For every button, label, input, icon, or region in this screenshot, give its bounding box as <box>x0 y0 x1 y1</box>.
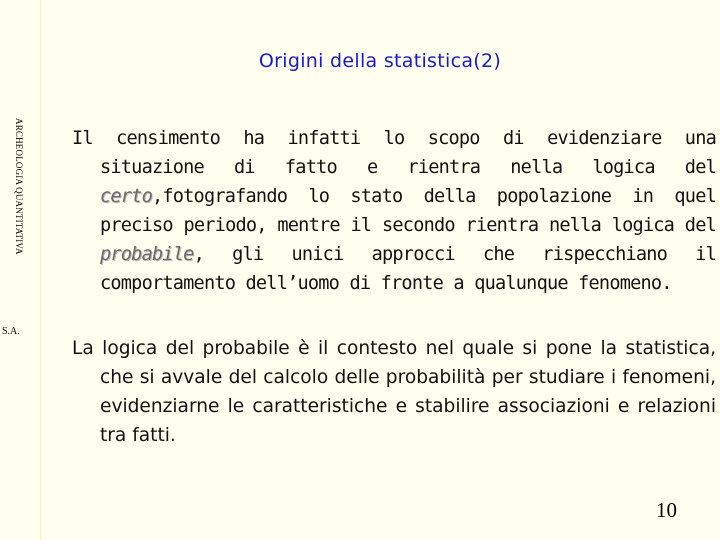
paragraph-census-text-1: Il censimento ha infatti lo scopo di evidenziare una situazione di fatto e rientra nella logica del <box>72 128 716 178</box>
paragraph-census-text-3: , gli unici approcci che rispecchiano il comportamento dell’uomo di fronte a qualunque fenomeno. <box>100 244 716 294</box>
page-number: 10 <box>656 498 677 522</box>
paragraph-census <box>72 124 716 298</box>
slide-title: Origini della statistica(2) <box>258 50 502 72</box>
paragraph-probability-logic: La logica del probabile è il contesto nel quale si pone la statistica, che si avvale del calcolo delle probabilità per studiare i fenomeni, evidenziarne le caratteristiche e stabilire associazioni e relazioni tra fatti. <box>72 338 716 446</box>
side-label: ARCHEOLOGIA QUANTITATIVA <box>14 118 24 255</box>
paragraph-census-text-2: ,fotografando lo stato della popolazione in quel preciso periodo, mentre il secondo rientra nella logica del <box>100 186 716 236</box>
side-initials: S.A. <box>2 326 20 337</box>
emphasis-certo: certo <box>100 186 152 207</box>
emphasis-probabile: probabile <box>100 244 194 265</box>
left-margin-band <box>0 0 41 540</box>
